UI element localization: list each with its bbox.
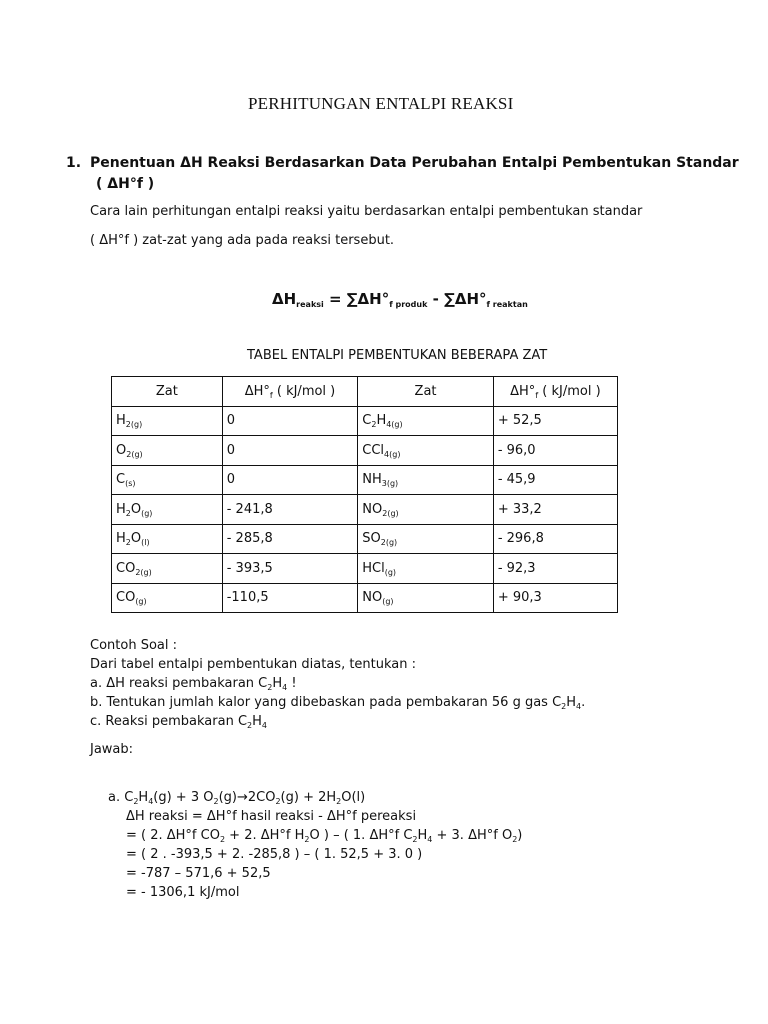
cell-value: - 285,8 [222,524,358,554]
header-zat-2: Zat [358,377,494,407]
table-row [112,524,618,554]
formula-sum-reactants: ∑ΔH° [444,290,487,308]
cell-substance: $H_2O_{(g)}$ [112,495,223,525]
table-header-row [112,377,618,407]
paragraph-line1: Cara lain perhitungan entalpi reaksi yaitu berdasarkan entalpi pembentukan standar [90,204,643,219]
cell-substance: $H_2O_{(l)}$ [112,524,223,554]
enthalpy-formula [272,290,528,308]
cell-substance: $CO_{2(g)}$ [112,554,223,584]
cell-value: + 33,2 [493,495,617,525]
answer-line2: ΔH reaksi = ΔH°f hasil reaksi - ΔH°f pereaksi [126,809,417,824]
example-item-b: b. Tentukan jumlah kalor yang dibebaskan pada pembakaran 56 g gas $C_2H_4$. [90,695,586,711]
example-label: Contoh Soal : [90,638,177,653]
example-item-c: c. Reaksi pembakaran $C_2H_4$ [90,714,267,730]
header-dh-2: $\Delta H^\circ_f$ ( kJ/mol ) [493,377,617,407]
cell-substance: $H_{2(g)}$ [112,406,223,436]
cell-value: 0 [222,436,358,466]
formula-lhs-sub: reaksi [296,300,324,309]
cell-value: -110,5 [222,583,358,613]
answer-line6: = - 1306,1 kJ/mol [126,885,240,900]
header-zat: Zat [112,377,223,407]
section-number: 1. [66,155,82,171]
paragraph-line2: ( ΔH°f ) zat-zat yang ada pada reaksi tersebut. [90,233,395,248]
cell-value: - 241,8 [222,495,358,525]
section-heading-line1: Penentuan ΔH Reaksi Berdasarkan Data Perubahan Entalpi Pembentukan Standar [90,155,739,171]
table-row [112,583,618,613]
cell-substance: $C_2H_{4(g)}$ [358,406,494,436]
header-dh: $\Delta H^\circ_f$ ( kJ/mol ) [222,377,358,407]
answer-equation: a. $C_2H_4(g) + 3$ $O_2(g)\to 2CO_2(g) + 2H_2O(l)$ [108,790,366,806]
table-row [112,495,618,525]
cell-substance: CCl$_{4(g)}$ [358,436,494,466]
cell-value: - 92,3 [493,554,617,584]
cell-substance: $NH_{3(g)}$ [358,465,494,495]
cell-value: + 90,3 [493,583,617,613]
cell-substance: $CO_{(g)}$ [112,583,223,613]
table-caption: TABEL ENTALPI PEMBENTUKAN BEBERAPA ZAT [247,348,548,363]
cell-substance: $C_{(s)}$ [112,465,223,495]
table-row [112,406,618,436]
enthalpy-table [111,376,618,613]
section-heading-line2: ( ΔH°f ) [96,176,155,192]
formula-minus: - [427,290,445,308]
cell-substance: HCl$_{(g)}$ [358,554,494,584]
cell-value: + 52,5 [493,406,617,436]
page-title: PERHITUNGAN ENTALPI REAKSI [248,94,514,113]
answer-line4: = ( 2 . -393,5 + 2. -285,8 ) – ( 1. 52,5 + 3. 0 ) [126,847,423,862]
answer-label: Jawab: [90,742,134,757]
formula-sum-products-sub: f produk [389,300,428,309]
formula-eq: = [323,290,347,308]
formula-sum-reactants-sub: f reaktan [486,300,528,309]
cell-value: - 296,8 [493,524,617,554]
table-row [112,554,618,584]
example-item-a: a. ΔH reaksi pembakaran $C_2H_4$ ! [90,676,297,692]
cell-value: - 96,0 [493,436,617,466]
cell-value: - 45,9 [493,465,617,495]
formula-lhs: ΔH [272,290,297,308]
cell-substance: $NO_{2(g)}$ [358,495,494,525]
cell-substance: $O_{2(g)}$ [112,436,223,466]
cell-value: 0 [222,406,358,436]
table-row [112,465,618,495]
cell-value: - 393,5 [222,554,358,584]
formula-sum-products: ∑ΔH° [346,290,390,308]
table-row [112,436,618,466]
cell-value: 0 [222,465,358,495]
cell-substance: $SO_{2(g)}$ [358,524,494,554]
cell-substance: $NO_{(g)}$ [358,583,494,613]
answer-line5: = -787 – 571,6 + 52,5 [126,866,271,881]
example-intro: Dari tabel entalpi pembentukan diatas, tentukan : [90,657,417,672]
answer-line3: = ( 2. ΔH°f $CO_2 + 2$. ΔH°f $H_2O$ ) – ( 1. ΔH°f $C_2H_4 + 3$. ΔH°f $O_2$) [126,828,523,844]
